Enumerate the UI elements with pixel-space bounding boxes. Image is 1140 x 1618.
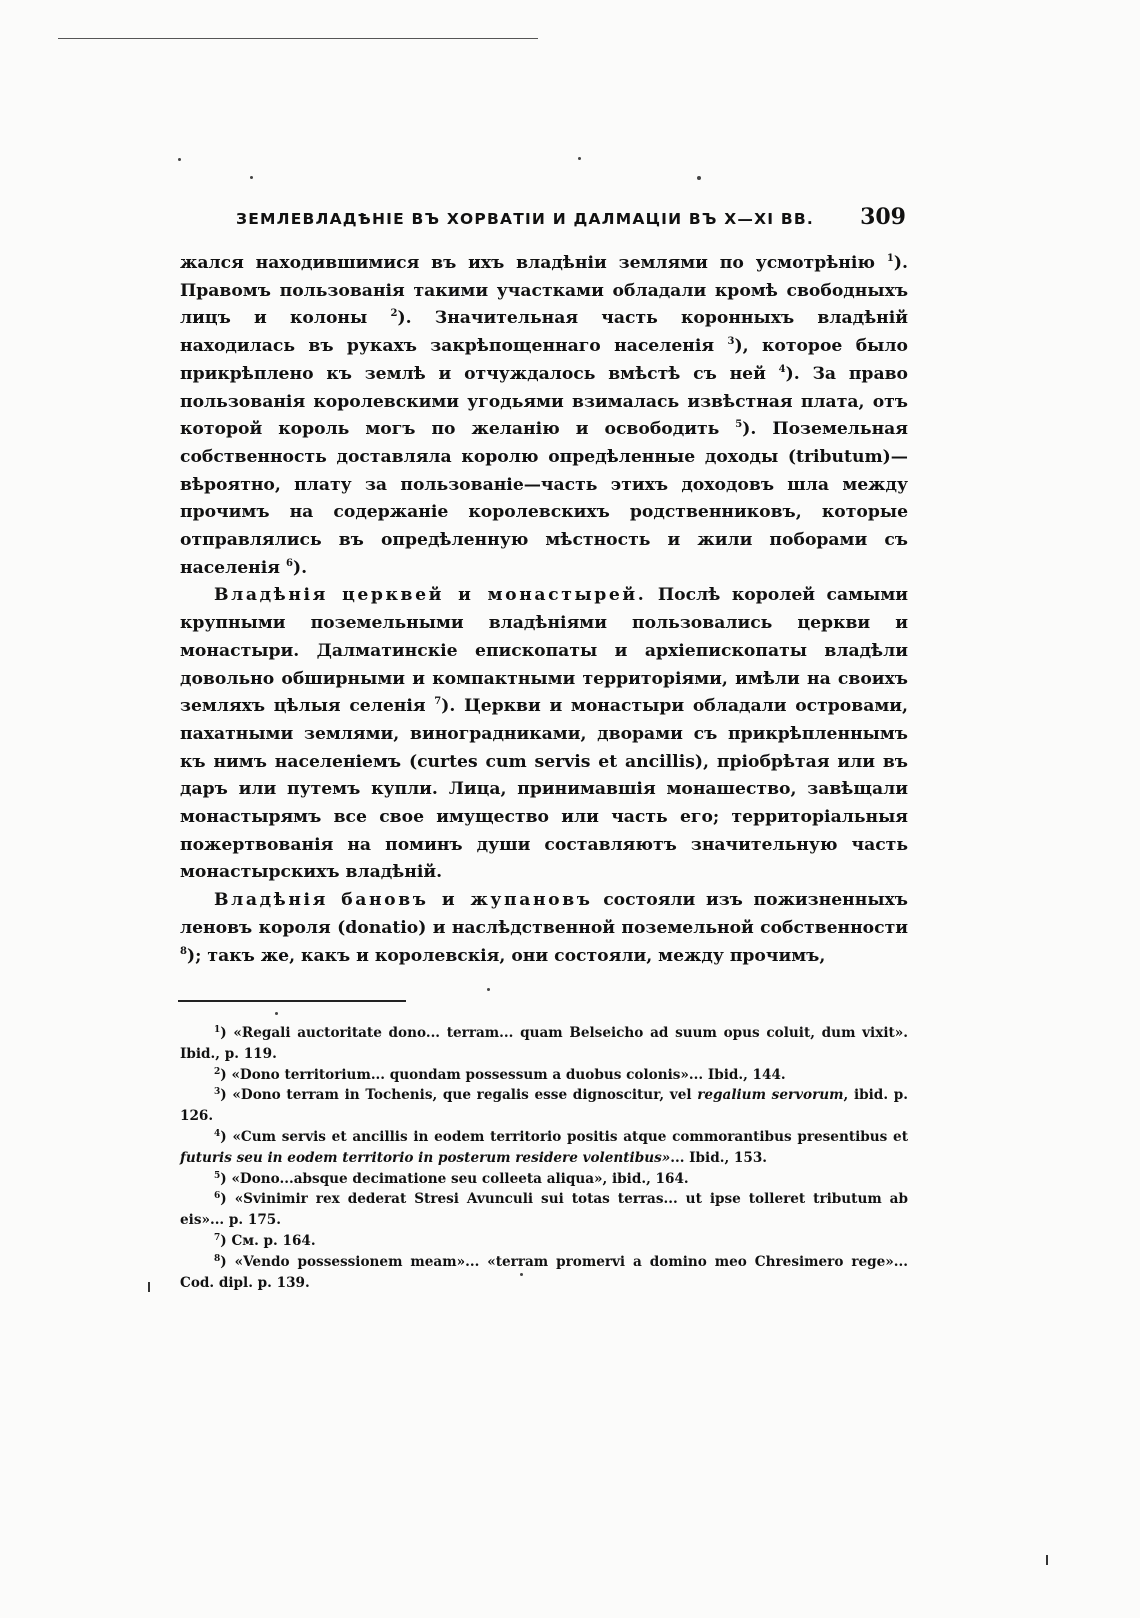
footnote-3: $^3$) «Dono terram in Tochenis, que regalis esse dignoscitur, vel regalium servorum, ibid. p. 126.	[180, 1087, 908, 1125]
footnote-ref[interactable]: 8	[180, 945, 187, 957]
footnote-text: «Cum servis et ancillis in eodem territorio positis atque commorantibus presentibus et	[232, 1128, 908, 1145]
paragraph-3	[180, 887, 908, 970]
scan-mark	[1046, 1555, 1048, 1565]
footnote-number: 6	[214, 1191, 221, 1202]
footnote-ref[interactable]: 4	[778, 363, 786, 375]
footnote-ref[interactable]: 3	[727, 336, 735, 348]
running-title: ЗЕМЛЕВЛАДѢНІЕ ВЪ ХОРВАТІИ И ДАЛМАЦІИ ВЪ X—XI ВВ.	[236, 210, 814, 228]
scan-speck	[250, 176, 253, 179]
scan-speck	[487, 988, 490, 991]
footnote-text: , ibid. p. 126.	[180, 1087, 908, 1125]
text-run: ). За право пользованія королевскими угодьями взималась извѣстная плата, отъ которой король могъ по желанію и освободить	[180, 363, 908, 440]
main-text	[180, 250, 908, 970]
footnote-text: «Vendo possessionem meam»... «terram promervi a domino meo Chresimero rege»... Cod. dipl. p. 139.	[180, 1253, 908, 1291]
footnote-italic: futuris seu in eodem territorio in posterum residere volentibus»	[180, 1149, 671, 1166]
footnote-text: «Dono terram in Tochenis, que regalis esse dignoscitur, vel	[232, 1087, 698, 1104]
footnote-separator	[178, 1000, 406, 1002]
scan-speck	[697, 176, 701, 180]
footnote-number: 1	[214, 1025, 221, 1035]
footnote-text: «Svinimir rex dederat Stresi Avunculi sui totas terras... ut ipse tolleret tributum ab eis»... p. 175.	[180, 1191, 908, 1229]
footnote-4: $^4$) «Cum servis et ancillis in eodem territorio positis atque commorantibus presentibus et futuris seu in eodem territorio in posterum residere volentibus»... Ibid., 153.	[180, 1128, 908, 1166]
footnote-8: $^8$) «Vendo possessionem meam»... «terram promervi a domino meo Chresimero rege»... Cod. dipl. p. 139.	[180, 1253, 908, 1291]
text-run: ). Поземельная собственность доставляла королю опредѣленные доходы (tributum)—вѣроятно, плату за пользованіе—часть этихъ доходовъ шла между прочимъ на содержаніе королевскихъ родственниковъ, которые отправлялись въ опредѣленную мѣстность и жили поборами съ населенія	[180, 419, 909, 578]
footnote-text: «Dono...absque decimatione seu colleeta aliqua», ibid., 164.	[231, 1170, 689, 1187]
section-lead: Владѣнія церквей и монастырей.	[214, 585, 647, 606]
footnote-5: $^5$) «Dono...absque decimatione seu colleeta aliqua», ibid., 164.	[214, 1170, 689, 1187]
footnote-ref[interactable]: 7	[434, 696, 442, 708]
footnote-6: $^6$) «Svinimir rex dederat Stresi Avunculi sui totas terras... ut ipse tolleret tributum ab eis»... p. 175.	[180, 1191, 908, 1229]
footnote-ref[interactable]: 5	[735, 419, 743, 431]
footnote-number: 3	[214, 1087, 221, 1098]
text-run: ).	[292, 557, 308, 578]
paragraph-2	[180, 582, 908, 887]
footnote-text: ... Ibid., 153.	[670, 1149, 768, 1166]
text-run: состояли изъ пожизненныхъ леновъ короля (donatio) и наслѣдственной поземельной собственности	[180, 890, 908, 938]
scan-speck	[578, 157, 581, 160]
page-number: 309	[860, 204, 906, 230]
footnote-italic: regalium servorum	[697, 1087, 844, 1104]
section-lead: Владѣнія бановъ и жупановъ	[214, 890, 593, 911]
text-run: ). Церкви и монастыри обладали островами, пахатными землями, виноградниками, дворами съ прикрѣпленнымъ къ нимъ населеніемъ (curtes cum servis et ancillis), пріобрѣтая или въ даръ или путемъ купли. Лица, принимавшія монашество, завѣщали монастырямъ все свое имущество или часть его; территоріальныя пожертвованія на поминъ души составляютъ значительную часть монастырскихъ владѣній.	[180, 696, 908, 883]
footnote-text: «Regali auctoritate dono... terram... quam Belseicho ad suum opus coluit, dum vixit». Ibid., p. 119.	[180, 1025, 908, 1062]
scan-mark	[148, 1282, 150, 1292]
scan-speck	[178, 158, 181, 161]
footnote-number: 4	[214, 1128, 221, 1139]
text-run: ). Значительная часть коронныхъ владѣній находилась въ рукахъ закрѣпощеннаго населенія	[180, 308, 909, 357]
text-run: ), которое было прикрѣплено къ землѣ и отчуждалось вмѣстѣ съ ней	[180, 336, 908, 384]
footnote-text: См. p. 164.	[231, 1232, 316, 1249]
footnote-number: 5	[214, 1170, 221, 1181]
footnote-2: $^2$) «Dono territorium... quondam possessum a duobus colonis»... Ibid., 144.	[214, 1066, 786, 1083]
footnote-1: $^1$) «Regali auctoritate dono... terram... quam Belseicho ad suum opus coluit, dum vixit». Ibid., p. 119.	[180, 1025, 908, 1062]
text-run: ); такъ же, какъ и королевскія, они состояли, между прочимъ,	[186, 945, 826, 966]
footnote-ref[interactable]: 1	[886, 253, 894, 264]
footnote-text: «Dono territorium... quondam possessum a duobus colonis»... Ibid., 144.	[231, 1066, 786, 1083]
footnote-ref[interactable]: 2	[390, 308, 398, 320]
scan-speck	[275, 1012, 278, 1015]
footnote-number: 7	[214, 1232, 221, 1243]
text-run: жался находившимися въ ихъ владѣніи землями по усмотрѣнію	[180, 253, 887, 273]
paragraph-1	[180, 250, 908, 582]
running-header	[236, 204, 906, 230]
scan-edge-line	[58, 38, 538, 39]
text-run: Послѣ королей самыми крупными поземельными владѣніями пользовались церкви и монастыри. Далматинскіе епископаты и архіепископаты владѣли довольно обширными и компактными территоріями, имѣли на своихъ земляхъ цѣлыя селенія	[180, 585, 908, 717]
footnote-ref[interactable]: 6	[285, 557, 293, 569]
footnote-7: $^7$) См. p. 164.	[214, 1232, 316, 1249]
footnote-number: 8	[214, 1253, 221, 1264]
footnotes	[180, 1023, 908, 1293]
footnote-number: 2	[214, 1066, 221, 1077]
text-run: ). Правомъ пользованія такими участками обладали кромѣ свободныхъ лицъ и колоны	[180, 253, 908, 329]
